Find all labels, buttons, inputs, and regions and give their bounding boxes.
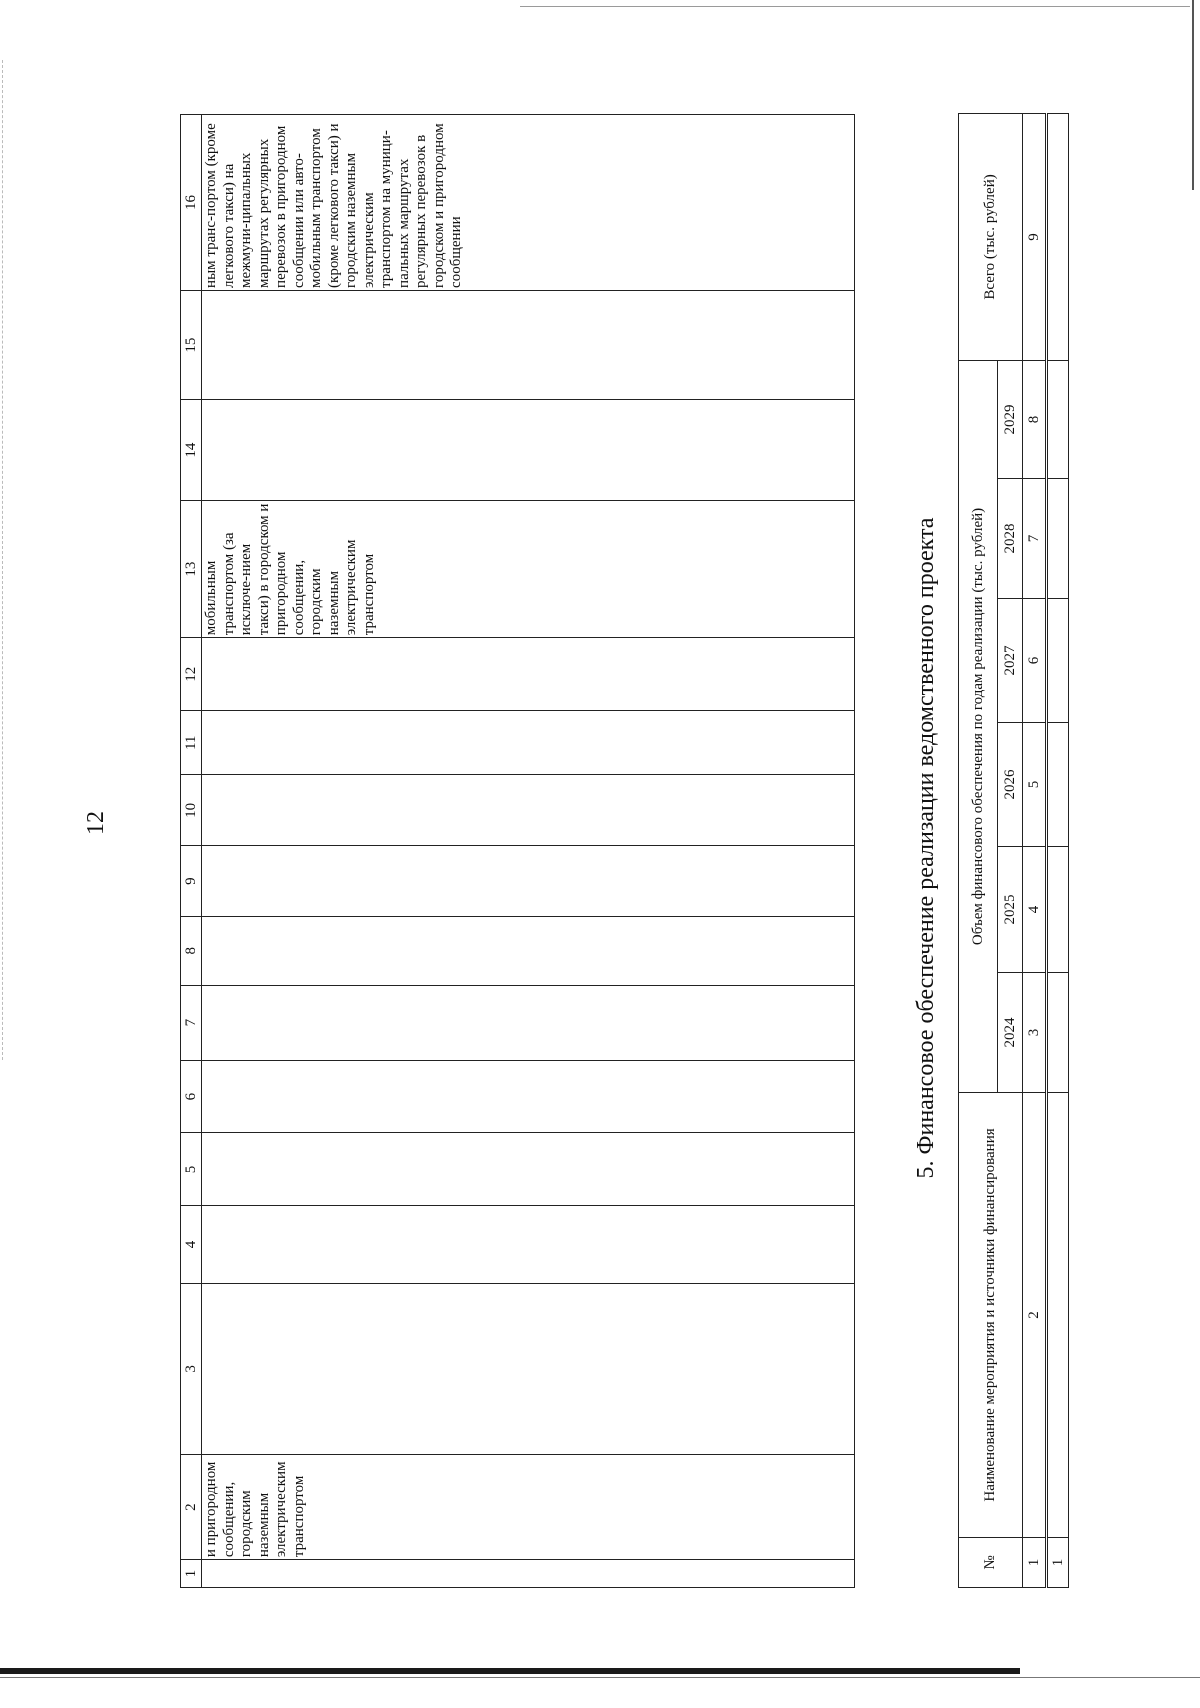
table-cell bbox=[1047, 360, 1069, 478]
col-number: 9 bbox=[1023, 113, 1047, 360]
col-number: 8 bbox=[1023, 360, 1047, 478]
table-row bbox=[1047, 113, 1069, 1587]
section-title: 5. Финансовое обеспечение реализации ведомственного проекта bbox=[913, 517, 939, 1179]
table-cell bbox=[202, 290, 855, 399]
table-cell bbox=[202, 775, 855, 846]
col-number: 4 bbox=[181, 1206, 202, 1283]
table-cell: мобильным транспортом (за исключе-нием такси) в городском и пригородном сообщении, городским наземным электрическим транспортом bbox=[202, 501, 855, 638]
table-cell bbox=[202, 985, 855, 1060]
table-cell bbox=[1047, 113, 1069, 360]
year-header: 2028 bbox=[998, 479, 1023, 599]
table-cell: ным транс-портом (кроме легкового такси) на межмуни-ципальных маршрутах регулярных перевозок в пригородном сообщении или авто-мобильным транспортом (кроме легкового такси) и городским наземным электрическим транспортом на муници-пальных маршрутах регулярных перевозок в городском и пригородном сообщении bbox=[202, 115, 855, 291]
col-number: 1 bbox=[1023, 1538, 1047, 1588]
table-cell bbox=[1047, 479, 1069, 599]
table-cell bbox=[1047, 847, 1069, 973]
table-cell bbox=[202, 916, 855, 985]
col-number: 4 bbox=[1023, 847, 1047, 973]
number-header: № bbox=[959, 1538, 1023, 1588]
col-number: 10 bbox=[181, 775, 202, 846]
activities-table-continuation bbox=[180, 114, 855, 1588]
table-cell bbox=[202, 1206, 855, 1283]
table-row bbox=[202, 115, 855, 1588]
table-cell bbox=[1047, 1093, 1069, 1538]
year-header: 2024 bbox=[998, 973, 1023, 1093]
table-cell bbox=[202, 846, 855, 917]
page-number: 12 bbox=[83, 811, 109, 835]
table-cell bbox=[1047, 723, 1069, 847]
table-cell: и пригородном сообщении, городским наземным электрическим транспортом bbox=[202, 1455, 855, 1560]
col-number: 13 bbox=[181, 501, 202, 638]
col-number: 15 bbox=[181, 290, 202, 399]
col-number: 3 bbox=[1023, 973, 1047, 1093]
year-header: 2026 bbox=[998, 723, 1023, 847]
col-number: 7 bbox=[181, 985, 202, 1060]
header-row bbox=[959, 113, 998, 1587]
financing-table bbox=[958, 113, 1069, 1588]
table-cell bbox=[202, 400, 855, 501]
year-header: 2027 bbox=[998, 599, 1023, 723]
col-number: 12 bbox=[181, 638, 202, 711]
table-cell bbox=[202, 711, 855, 775]
col-number: 9 bbox=[181, 846, 202, 917]
col-number: 8 bbox=[181, 916, 202, 985]
col-number: 14 bbox=[181, 400, 202, 501]
table-cell bbox=[202, 1560, 855, 1588]
col-number: 11 bbox=[181, 711, 202, 775]
column-number-row bbox=[1023, 113, 1047, 1587]
col-number: 16 bbox=[181, 115, 202, 291]
table-cell bbox=[202, 1283, 855, 1455]
col-number: 2 bbox=[181, 1455, 202, 1560]
table-cell bbox=[202, 638, 855, 711]
table-cell bbox=[1047, 973, 1069, 1093]
table-cell: 1 bbox=[1047, 1538, 1069, 1588]
table-cell bbox=[202, 1060, 855, 1133]
col-number: 2 bbox=[1023, 1093, 1047, 1538]
col-number: 6 bbox=[181, 1060, 202, 1133]
col-number: 5 bbox=[181, 1133, 202, 1206]
name-header: Наименование мероприятия и источники финансирования bbox=[959, 1093, 1023, 1538]
table-cell bbox=[1047, 599, 1069, 723]
year-header: 2025 bbox=[998, 847, 1023, 973]
column-number-row bbox=[181, 115, 202, 1588]
volume-header: Объем финансового обеспечения по годам реализации (тыс. рублей) bbox=[959, 360, 998, 1092]
col-number: 6 bbox=[1023, 599, 1047, 723]
col-number: 3 bbox=[181, 1283, 202, 1455]
table-cell bbox=[202, 1133, 855, 1206]
scan-bottom-bar bbox=[0, 1668, 1020, 1674]
col-number: 7 bbox=[1023, 479, 1047, 599]
year-header: 2029 bbox=[998, 360, 1023, 478]
total-header: Всего (тыс. рублей) bbox=[959, 113, 1023, 360]
scan-bottom-line bbox=[0, 1677, 1200, 1678]
col-number: 1 bbox=[181, 1560, 202, 1588]
col-number: 5 bbox=[1023, 723, 1047, 847]
